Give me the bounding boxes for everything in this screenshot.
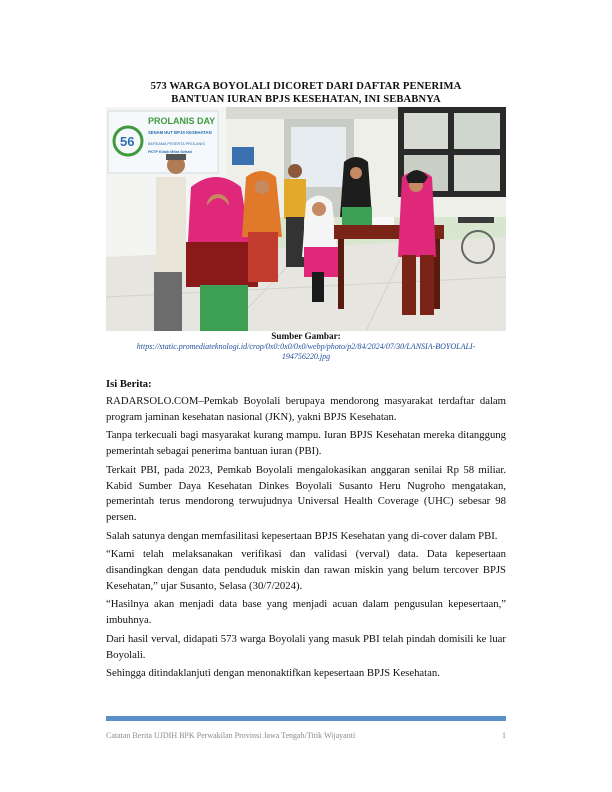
section-heading: Isi Berita:: [106, 379, 152, 390]
paragraph: Tanpa terkecuali bagi masyarakat kurang mampu. Iuran BPJS Kesehatan mereka ditanggung pemerintah sebagai penerima bantuan iuran (PBI).: [106, 429, 506, 458]
caption-label: Sumber Gambar:: [271, 331, 341, 341]
paragraph: Salah satunya dengan memfasilitasi kepesertaan BPJS Kesehatan yang di-cover dalam PBI.: [106, 529, 498, 542]
news-photo: [106, 107, 506, 331]
banner-anniversary: 56: [120, 134, 135, 149]
title-line-2: BANTUAN IURAN BPJS KESEHATAN, INI SEBABNYA: [171, 94, 441, 105]
paragraph: “Kami telah melaksanakan verifikasi dan validasi (verval) data. Data kepesertaan disandingkan dengan data penduduk miskin dan rawan miskin yang belum tercover BPJS Kesehatan,” ujar Susanto, Selasa (30/7/2024).: [106, 548, 506, 592]
paragraph: “Hasilnya akan menjadi data base yang menjadi acuan dalam pengusulan kepesertaan,” imbuhnya.: [106, 598, 506, 627]
caption-url-line-1[interactable]: https://static.promediateknologi.id/crop/0x0:0x0/0x0/webp/photo/p2/84/2024/07/30/LANSIA-BOYOLALI-: [136, 342, 476, 351]
page-number: 1: [502, 731, 506, 740]
title-line-1: 573 WARGA BOYOLALI DICORET DARI DAFTAR PENERIMA: [150, 81, 462, 92]
footer-rule: [106, 716, 506, 721]
caption-url-line-2[interactable]: 194756220.jpg: [281, 352, 331, 361]
banner-line-3: BERSAMA PESERTA PROLANIS: [148, 142, 205, 146]
paragraph: Terkait PBI, pada 2023, Pemkab Boyolali mengalokasikan anggaran senilai Rp 58 miliar. Kabid Sumber Daya Kesehatan Dinkes Boyolali Susanto Heru Nugroho mengatakan, pemerintah terus mendorong terwujudnya Universal Health Coverage (UHC) sebesar 98 persen.: [106, 463, 506, 523]
news-photo-illustration: [106, 107, 506, 331]
paragraph: RADARSOLO.COM–Pemkab Boyolali berupaya mendorong masyarakat terdaftar dalam program jaminan kesehatan nasional (JKN), yakni BPJS Kesehatan.: [106, 395, 506, 423]
banner-subtitle: SENAM HUT BPJS KESEHATAN: [148, 130, 212, 135]
banner-line-4: FKTP Klinik Mitra Sehati: [148, 150, 192, 154]
paragraph: Dari hasil verval, didapati 573 warga Boyolali yang masuk PBI telah pindah domisili ke luar Boyolali.: [106, 632, 506, 661]
page-title: [106, 80, 506, 106]
banner-title: PROLANIS DAY: [148, 116, 216, 126]
footer-text: Catatan Berita UJDIH BPK Perwakilan Provinsi Jawa Tengah/Titik Wijayanti: [106, 731, 356, 740]
paragraph: Sehingga ditindaklanjuti dengan menonaktifkan kepesertaan BPJS Kesehatan.: [106, 667, 440, 680]
article-body: [106, 394, 506, 685]
photo-caption: [106, 331, 506, 362]
